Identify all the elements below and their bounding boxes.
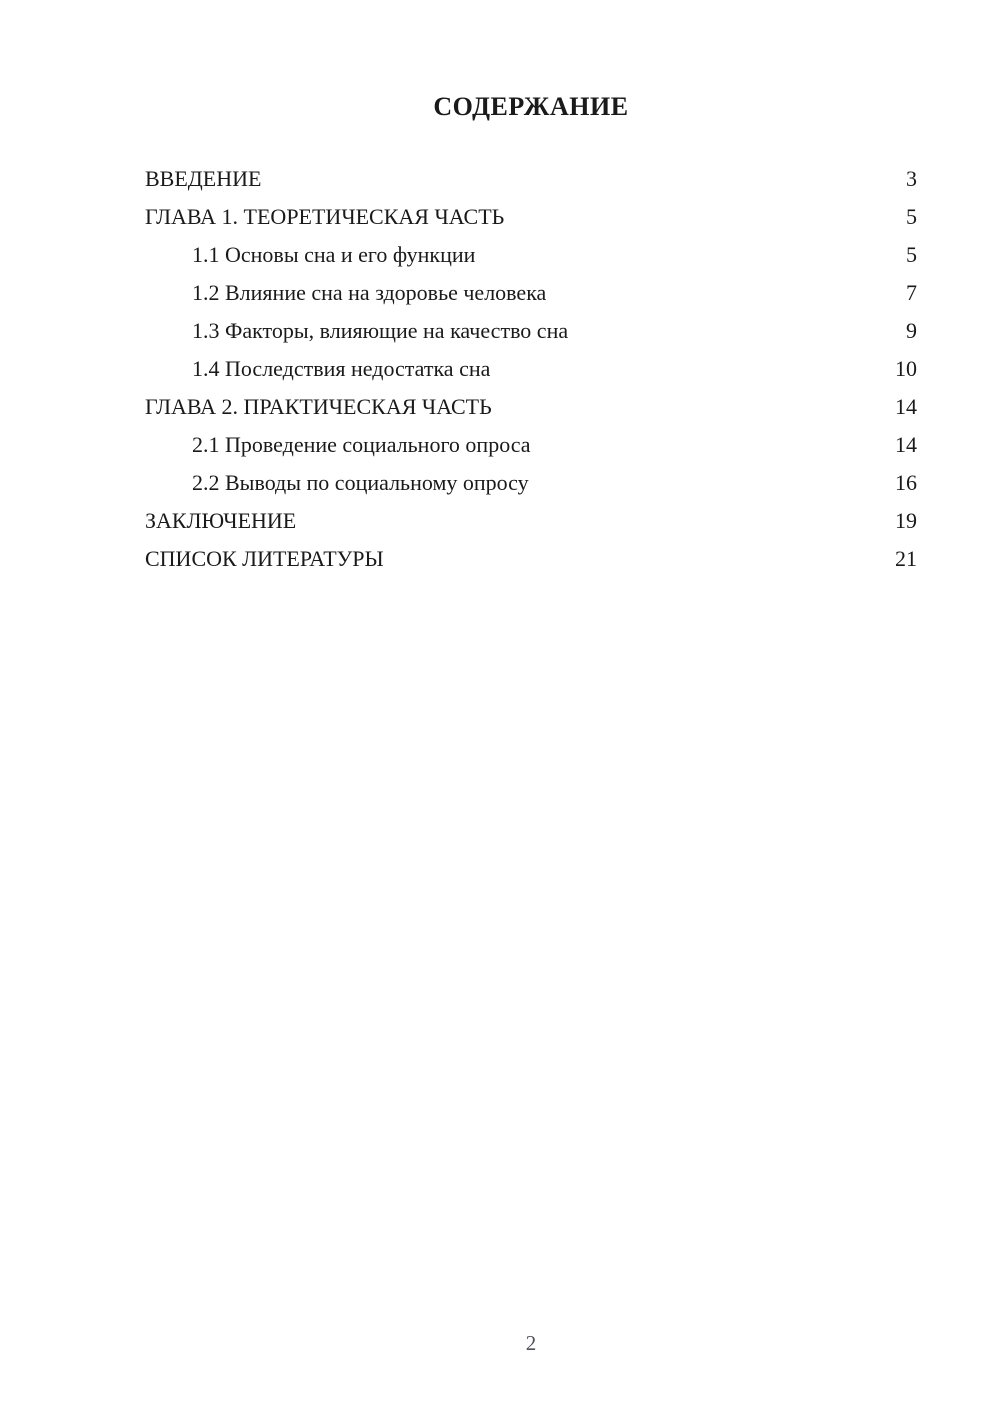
toc-entry-page-number: 16 <box>895 470 917 495</box>
toc-entry <box>145 426 917 464</box>
toc-entry <box>145 388 917 426</box>
toc-entry-label: 1.2 Влияние сна на здоровье человека <box>192 280 547 305</box>
toc-entry-label: СПИСОК ЛИТЕРАТУРЫ <box>145 546 384 571</box>
toc-entry-page-number: 14 <box>895 432 917 457</box>
toc-entry-page-number: 3 <box>906 166 917 191</box>
toc-entry <box>145 198 917 236</box>
toc-entry <box>145 464 917 502</box>
toc-entry <box>145 236 917 274</box>
toc-entry-label: 2.2 Выводы по социальному опросу <box>192 470 529 495</box>
toc-entry-label: ВВЕДЕНИЕ <box>145 166 262 191</box>
toc-entry <box>145 160 917 198</box>
toc-entry-page-number: 19 <box>895 508 917 533</box>
toc-entry-label: 2.1 Проведение социального опроса <box>192 432 531 457</box>
toc-entry-label: 1.1 Основы сна и его функции <box>192 242 476 267</box>
toc-entry-label: ГЛАВА 1. ТЕОРЕТИЧЕСКАЯ ЧАСТЬ <box>145 204 505 229</box>
toc-entry-page-number: 14 <box>895 394 917 419</box>
toc-entry-label: 1.3 Факторы, влияющие на качество сна <box>192 318 569 343</box>
toc-entry-label: ЗАКЛЮЧЕНИЕ <box>145 508 297 533</box>
toc-entry-page-number: 7 <box>906 280 917 305</box>
toc-entry <box>145 502 917 540</box>
toc-entry-page-number: 10 <box>895 356 917 381</box>
toc-entry-label: ГЛАВА 2. ПРАКТИЧЕСКАЯ ЧАСТЬ <box>145 394 492 419</box>
toc-entry <box>145 540 917 578</box>
toc-entry <box>145 350 917 388</box>
toc-entry <box>145 312 917 350</box>
toc-entry-page-number: 5 <box>906 204 917 229</box>
toc-entry-page-number: 5 <box>906 242 917 267</box>
footer-page-number: 2 <box>525 1331 537 1355</box>
page-title: СОДЕРЖАНИЕ <box>433 92 629 121</box>
toc-entry-page-number: 21 <box>895 546 917 571</box>
toc-entry <box>145 274 917 312</box>
toc-list <box>145 160 917 578</box>
toc-entry-label: 1.4 Последствия недостатка сна <box>192 356 491 381</box>
toc-entry-page-number: 9 <box>906 318 917 343</box>
